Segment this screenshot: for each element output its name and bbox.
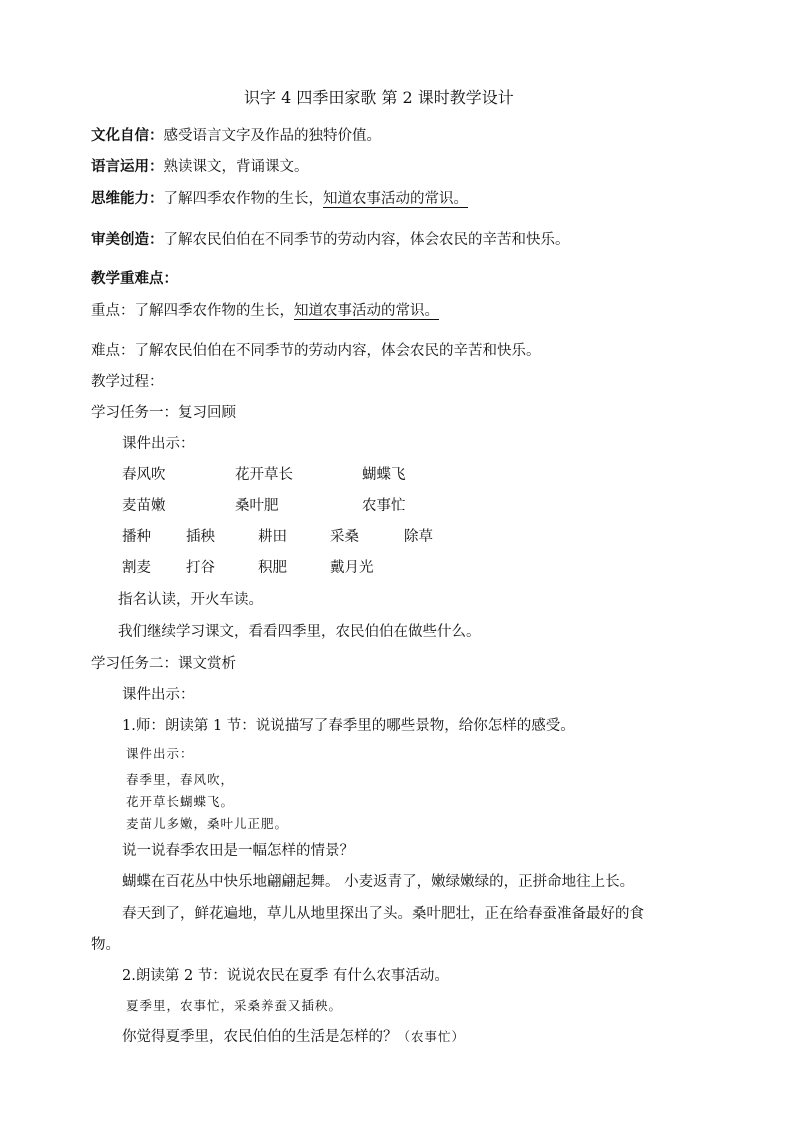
task1-instruction: 指名认读，开火车读。 [118, 592, 263, 608]
goal-language [91, 157, 309, 177]
excerpt-line: 课件出示： [126, 746, 194, 761]
goal-culture [91, 126, 381, 146]
excerpt-line: 春季里，春风吹， [126, 772, 235, 787]
word: 桑叶肥 [235, 498, 279, 514]
word: 采桑 [330, 529, 359, 545]
word: 插秧 [186, 529, 215, 545]
goal-text: 了解四季农作物的生长， [163, 191, 323, 207]
word: 蝴蝶飞 [362, 467, 406, 483]
word: 除草 [404, 529, 433, 545]
focus-line [91, 301, 439, 321]
task2-question2 [122, 1027, 465, 1047]
word: 耕田 [258, 529, 287, 545]
goal-label: 审美创造： [91, 231, 164, 248]
task2-item2: 2.朗读第 2 节：说说农民在夏季 有什么农事活动。 [122, 968, 449, 984]
word: 麦苗嫩 [122, 498, 166, 514]
word: 春风吹 [122, 467, 166, 483]
task2-heading: 学习任务二：课文赏析 [91, 656, 236, 672]
task1-transition: 我们继续学习课文，看看四季里，农民伯伯在做些什么。 [118, 624, 481, 640]
word: 戴月光 [330, 560, 374, 576]
key-points-heading: 教学重难点： [91, 270, 178, 287]
goal-label: 文化自信： [91, 127, 164, 144]
task1-courseware: 课件出示： [122, 436, 195, 452]
question-note: （农事忙） [397, 1029, 466, 1044]
word: 打谷 [186, 560, 215, 576]
goal-label: 思维能力： [91, 190, 164, 207]
task2-question1: 说一说春季农田是一幅怎样的情景？ [122, 843, 354, 859]
excerpt-line: 麦苗儿多嫩，桑叶儿正肥。 [126, 816, 289, 831]
task1-heading: 学习任务一：复习回顾 [91, 405, 236, 421]
task2-item1: 1.师：朗读第 1 节：说说描写了春季里的哪些景物，给你怎样的感受。 [122, 718, 575, 734]
process-heading: 教学过程： [91, 374, 164, 390]
task2-courseware: 课件出示： [122, 687, 195, 703]
goal-thinking [91, 189, 468, 209]
focus-text-underlined: 知道农事活动的常识。 [294, 303, 439, 319]
task2-answer2: 春天到了，鲜花遍地，草儿从地里探出了头。桑叶肥壮，正在给春蚕准备最好的食 [122, 906, 644, 922]
goal-text: 感受语言文字及作品的独特价值。 [163, 128, 381, 144]
goal-label: 语言运用： [91, 158, 164, 175]
excerpt-line: 花开草长蝴蝶飞。 [126, 794, 235, 809]
question-text: 你觉得夏季里，农民伯伯的生活是怎样的？ [122, 1029, 398, 1045]
word: 播种 [122, 529, 151, 545]
difficulty-line: 难点：了解农民伯伯在不同季节的劳动内容，体会农民的辛苦和快乐。 [91, 343, 541, 359]
goal-text: 了解农民伯伯在不同季节的劳动内容，体会农民的辛苦和快乐。 [163, 232, 570, 248]
task2-answer1: 蝴蝶在百花丛中快乐地翩翩起舞。 小麦返青了，嫩绿嫩绿的，正拼命地往上长。 [122, 874, 635, 890]
goal-aesthetic [91, 230, 570, 250]
document-title: 识字 4 四季田家歌 第 2 课时教学设计 [244, 88, 514, 107]
word: 花开草长 [235, 467, 293, 483]
word: 农事忙 [362, 498, 406, 514]
word: 割麦 [122, 560, 151, 576]
excerpt-line: 夏季里，农事忙，采桑养蚕又插秧。 [126, 998, 343, 1013]
word: 积肥 [258, 560, 287, 576]
goal-text-underlined: 知道农事活动的常识。 [323, 191, 468, 207]
focus-text: 重点：了解四季农作物的生长， [91, 303, 294, 319]
task2-answer2-continued: 物。 [91, 937, 120, 953]
goal-text: 熟读课文，背诵课文。 [163, 159, 309, 175]
